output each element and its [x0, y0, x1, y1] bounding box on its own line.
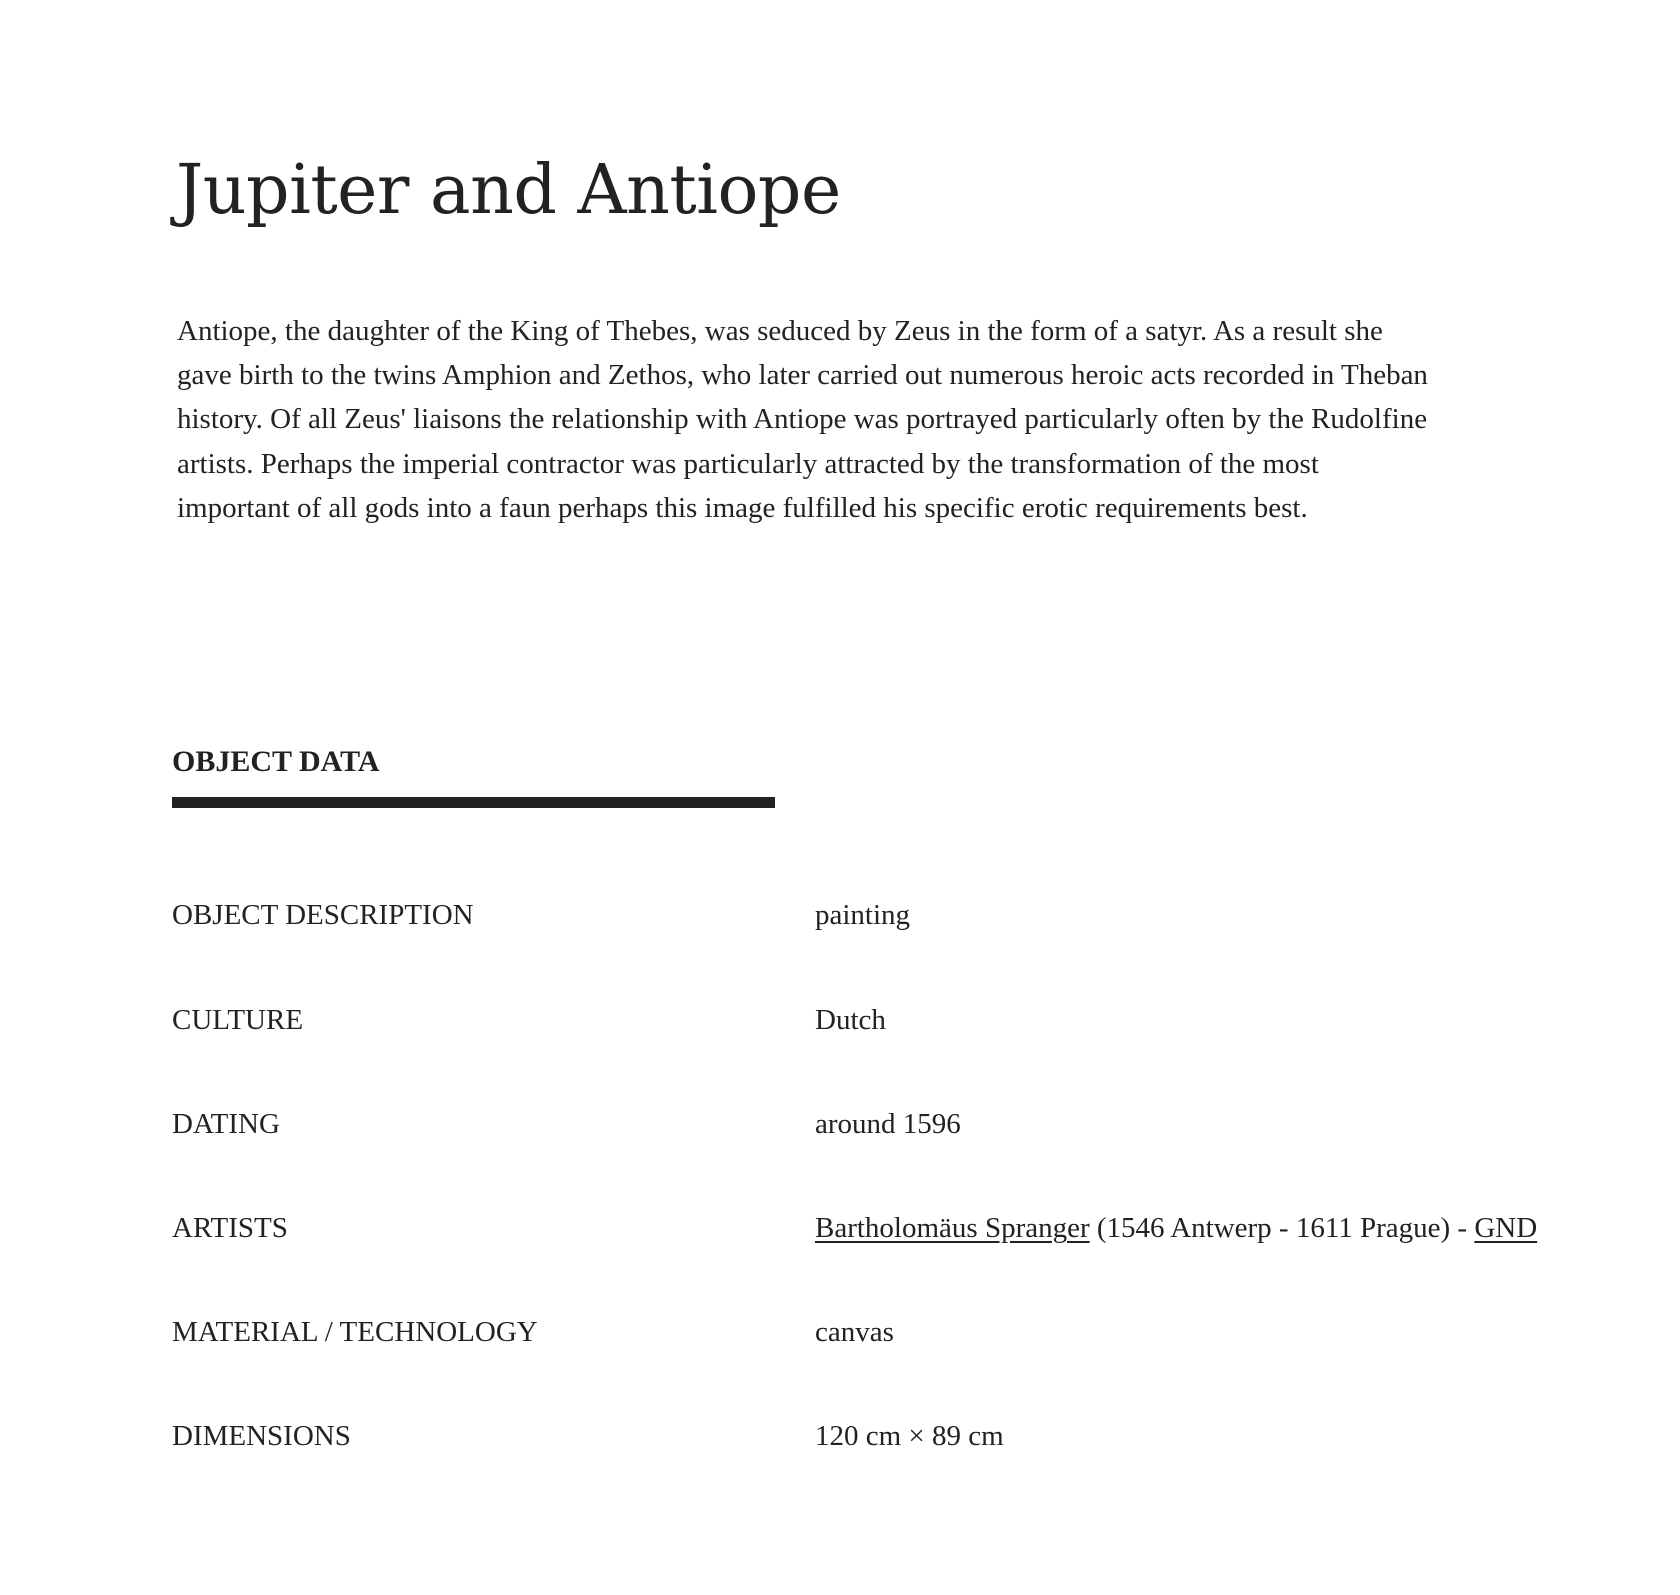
data-label: OBJECT DESCRIPTION [172, 899, 474, 931]
data-row-object-description [172, 893, 1652, 937]
data-row-dimensions [172, 1414, 1652, 1458]
gnd-link[interactable]: GND [1474, 1212, 1538, 1244]
data-value: painting [815, 899, 911, 931]
data-row-material-technology [172, 1310, 1652, 1354]
data-value: around 1596 [815, 1108, 961, 1140]
data-label: ARTISTS [172, 1212, 288, 1244]
data-label: DATING [172, 1108, 280, 1140]
page-title: Jupiter and Antiope [176, 151, 841, 230]
artist-details: (1546 Antwerp - 1611 Prague) - [1089, 1212, 1475, 1244]
data-row-artists [172, 1206, 1652, 1250]
data-label: DIMENSIONS [172, 1420, 351, 1452]
data-value: 120 cm × 89 cm [815, 1420, 1004, 1452]
data-label: MATERIAL / TECHNOLOGY [172, 1316, 538, 1348]
data-row-culture [172, 998, 1652, 1042]
data-value: Dutch [815, 1004, 886, 1036]
section-divider [172, 797, 775, 808]
object-description-text: Antiope, the daughter of the King of Thebes, was seduced by Zeus in the form of a satyr. As a result she gave birth to the twins Amphion and Zethos, who later carried out numerous heroic acts recorded in Theban history. Of all Zeus' liaisons the relationship with Antiope was portrayed particularly often by the Rudolfine artists. Perhaps the imperial contractor was particularly attracted by the transformation of the most important of all gods into a faun perhaps this image fulfilled his specific erotic requirements best. [177, 315, 1428, 524]
object-data-heading: OBJECT DATA [172, 745, 380, 778]
data-row-dating [172, 1102, 1652, 1146]
data-value-artists [815, 1206, 1537, 1250]
artist-link[interactable]: Bartholomäus Spranger [815, 1212, 1090, 1244]
data-value: canvas [815, 1316, 894, 1348]
data-label: CULTURE [172, 1004, 304, 1036]
